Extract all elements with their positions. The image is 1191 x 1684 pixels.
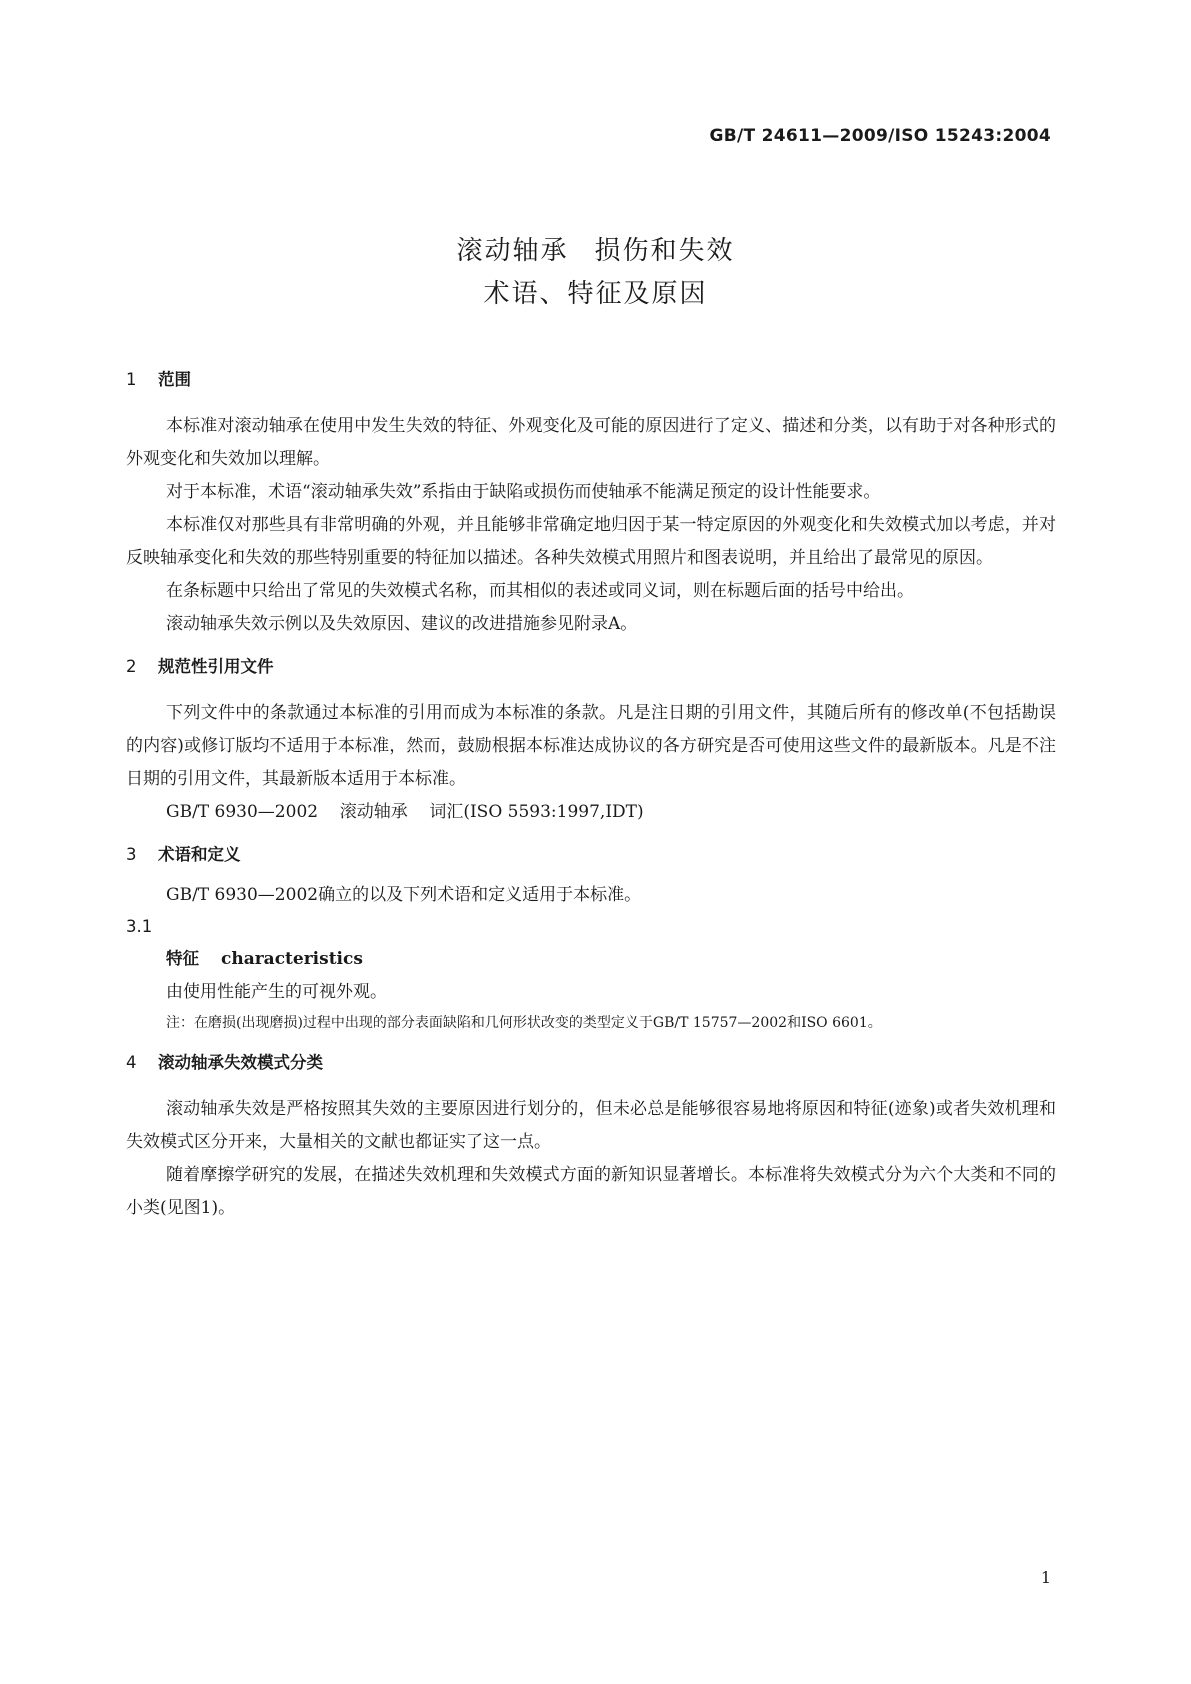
section-heading-failure-classification [126,1051,1056,1075]
page-number: 1 [1040,1568,1051,1587]
paragraph: 滚动轴承失效示例以及失效原因、建议的改进措施参见附录A。 [166,614,638,634]
term-entry [126,942,1056,976]
document-title-line1 [0,230,1191,267]
section-heading-normative-references [126,655,1056,679]
term-english: characteristics [221,949,363,969]
section-number: 4 [126,1053,137,1072]
paragraph: 在条标题中只给出了常见的失效模式名称，而其相似的表述或同义词，则在标题后面的括号中给出。 [166,581,914,601]
section-heading-terms [126,843,1056,867]
standard-code: GB/T 24611—2009/ISO 15243:2004 [709,126,1051,146]
clause-number: 3.1 [126,917,153,936]
paragraph: 随着摩擦学研究的发展，在描述失效机理和失效模式方面的新知识显著增长。本标准将失效模式分为六个大类和不同的小类(见图1)。 [126,1165,1056,1218]
section-title: 范围 [158,370,191,389]
paragraph: 滚动轴承失效是严格按照其失效的主要原因进行划分的，但未必总是能够很容易地将原因和特征(迹象)或者失效机理和失效模式区分开来，大量相关的文献也都证实了这一点。 [126,1099,1056,1152]
term-chinese: 特征 [166,949,199,968]
section-title: 规范性引用文件 [158,657,274,676]
section-title: 滚动轴承失效模式分类 [158,1053,323,1072]
reference-title-b: 词汇(ISO 5593:1997,IDT) [429,802,644,822]
section-number: 3 [126,845,137,864]
section-heading-scope [126,368,1056,392]
reference-code: GB/T 6930—2002 [166,802,319,822]
paragraph: 本标准对滚动轴承在使用中发生失效的特征、外观变化及可能的原因进行了定义、描述和分类，以有助于对各种形式的外观变化和失效加以理解。 [126,416,1056,469]
paragraph: 本标准仅对那些具有非常明确的外观，并且能够非常确定地归因于某一特定原因的外观变化和失效模式加以考虑，并对反映轴承变化和失效的那些特别重要的特征加以描述。各种失效模式用照片和图表说明，并且给出了最常见的原因。 [126,515,1056,568]
paragraph: GB/T 6930—2002确立的以及下列术语和定义适用于本标准。 [166,885,642,905]
term-definition: 由使用性能产生的可视外观。 [166,982,387,1002]
note: 注：在磨损(出现磨损)过程中出现的部分表面缺陷和几何形状改变的类型定义于GB/T 15757—2002和ISO 6601。 [166,1015,882,1031]
section-title: 术语和定义 [158,845,241,864]
paragraph: 下列文件中的条款通过本标准的引用而成为本标准的条款。凡是注日期的引用文件，其随后所有的修改单(不包括勘误的内容)或修订版均不适用于本标准，然而，鼓励根据本标准达成协议的各方研究是否可使用这些文件的最新版本。凡是不注日期的引用文件，其最新版本适用于本标准。 [126,703,1056,789]
section-number: 2 [126,657,137,676]
section-number: 1 [126,370,137,389]
title-part2: 损伤和失效 [594,236,735,266]
document-body [126,368,1056,1225]
title-part1: 滚动轴承 [456,236,569,266]
paragraph: 对于本标准，术语“滚动轴承失效”系指由于缺陷或损伤而使轴承不能满足预定的设计性能要求。 [166,482,881,502]
reference-entry [126,796,1056,829]
document-title-line2: 术语、特征及原因 [483,279,708,309]
reference-title-a: 滚动轴承 [339,802,408,822]
